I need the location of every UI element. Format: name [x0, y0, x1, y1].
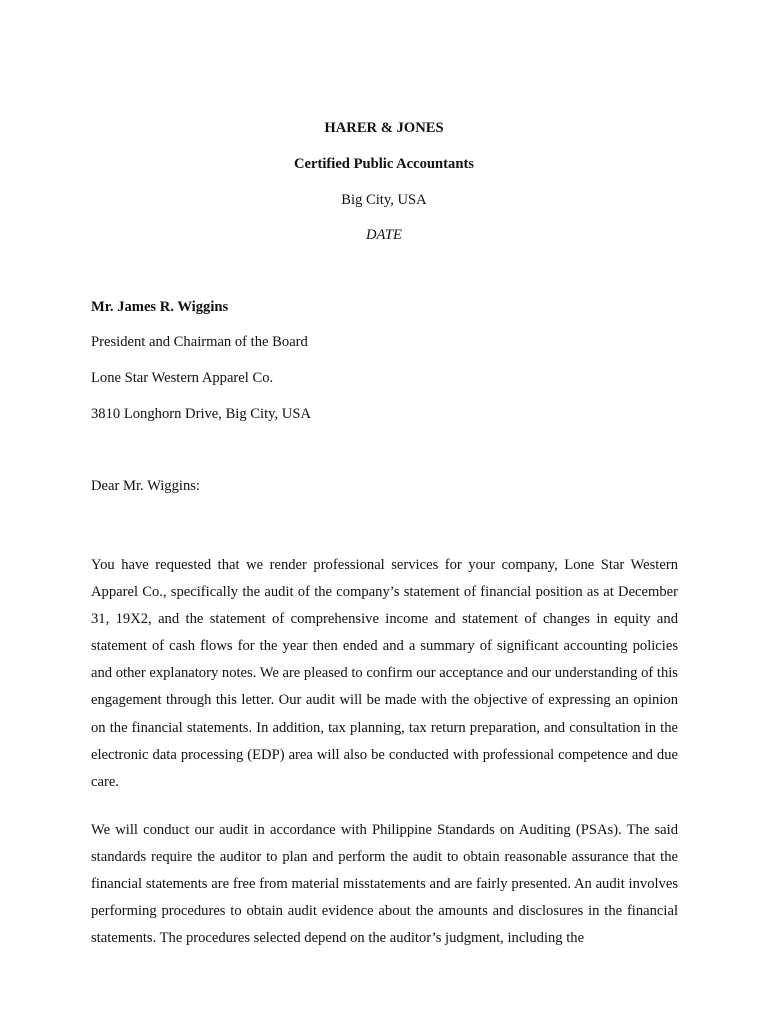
body-paragraph-2: We will conduct our audit in accordance with Philippine Standards on Auditing (PSAs). The said standards require the auditor to plan and perform the audit to obtain reasonable assurance that the financial statements are free from material misstatements and are fairly presented. An audit involves performing procedures to obtain audit evidence about the amounts and disclosures in the financial statements. The procedures selected depend on the auditor’s judgment, including the: [91, 822, 678, 947]
firm-name: HARER & JONES: [324, 120, 444, 136]
addressee-address: 3810 Longhorn Drive, Big City, USA: [91, 406, 311, 422]
letter-date: DATE: [366, 227, 402, 243]
firm-type: Certified Public Accountants: [294, 156, 474, 172]
body-paragraph-2-container: [91, 817, 678, 1024]
body-paragraph-1: You have requested that we render professional services for your company, Lone Star Western Apparel Co., specifically the audit of the company’s statement of financial position as at December 31, 19X2, and the statement of comprehensive income and statement of changes in equity and statement of cash flows for the year then ended and a summary of significant accounting policies and other explanatory notes. We are pleased to confirm our acceptance and our understanding of this engagement through this letter. Our audit will be made with the objective of expressing an opinion on the financial statements. In addition, tax planning, tax return preparation, and consultation in the electronic data processing (EDP) area will also be conducted with professional competence and due care.: [91, 557, 678, 790]
addressee-company: Lone Star Western Apparel Co.: [91, 370, 274, 386]
firm-location: Big City, USA: [341, 192, 427, 208]
salutation: Dear Mr. Wiggins:: [91, 478, 200, 494]
addressee-name: Mr. James R. Wiggins: [91, 299, 229, 315]
addressee-title: President and Chairman of the Board: [91, 334, 308, 350]
